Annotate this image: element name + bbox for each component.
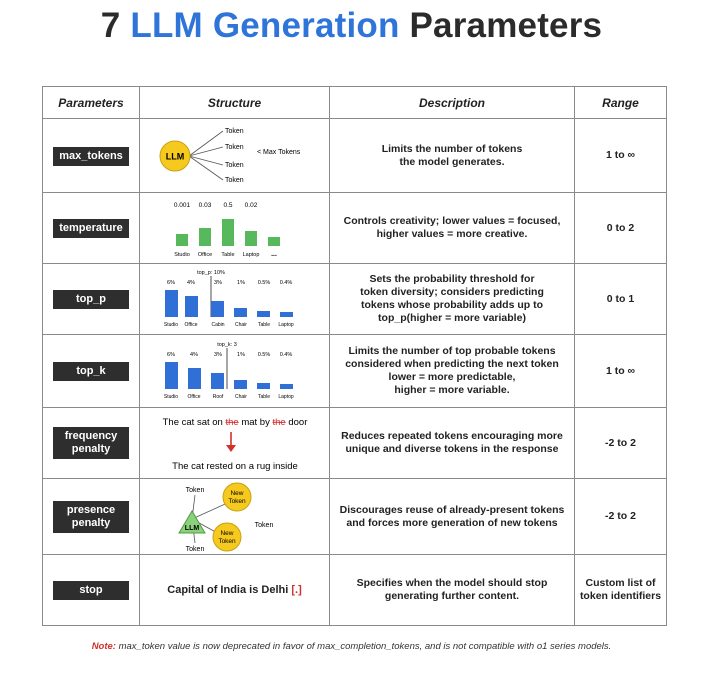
table-row <box>43 555 667 626</box>
max-tokens-note: < Max Tokens <box>256 148 300 156</box>
bar-value: 0.5% <box>257 352 270 358</box>
header-description: Description <box>330 87 575 119</box>
token-label: Token <box>185 545 204 553</box>
title-number: 7 <box>100 6 121 45</box>
after-sentence: The cat rested on a rug inside <box>171 461 298 472</box>
token-label: Token <box>185 486 204 494</box>
bar-label: Office <box>197 252 212 258</box>
desc-line: higher = more variable. <box>394 384 510 396</box>
structure-presence-penalty <box>140 479 330 555</box>
param-name: stop <box>53 581 129 600</box>
bar-label: Table <box>257 394 270 400</box>
structure-temperature <box>140 193 330 264</box>
desc-line: Specifies when the model should stop <box>356 577 548 589</box>
bar-label: Office <box>184 322 197 328</box>
title-accent: LLM Generation <box>130 6 400 45</box>
bar-label: Cabin <box>210 322 225 328</box>
bar-value: 0.03 <box>198 202 211 209</box>
param-name: temperature <box>53 219 129 238</box>
bar-value: 3% <box>213 352 222 358</box>
note-text: max_token value is now deprecated in favor of max_completion_tokens, and is not compatible with o1 series models. <box>115 641 612 652</box>
bar-label: Table <box>257 322 270 328</box>
note-label: Note: <box>91 641 116 652</box>
bar-label: Table <box>220 252 235 258</box>
llm-label: LLM <box>184 524 199 532</box>
table-row <box>43 335 667 408</box>
token-label: Token <box>224 176 244 184</box>
bar-label: Laptop <box>277 394 294 400</box>
bar <box>268 237 280 246</box>
desc-line: considered when predicting the next token <box>345 358 559 370</box>
bar-value: 0.5 <box>222 202 233 209</box>
table-row <box>43 479 667 555</box>
bar-value: 0.001 <box>173 202 190 209</box>
desc-line: Sets the probability threshold for <box>369 273 535 285</box>
range-value: -2 to 2 <box>605 436 636 449</box>
bar-label: Studio <box>163 322 178 328</box>
range-value: 0 to 2 <box>606 221 635 234</box>
bar <box>188 368 201 389</box>
structure-max-tokens <box>140 119 330 193</box>
desc-line: unique and diverse tokens in the response <box>345 443 559 455</box>
bar-value: 0.4% <box>279 280 292 286</box>
desc-line: tokens whose probability adds up to <box>360 299 544 311</box>
frequency-penalty-diagram <box>145 411 325 475</box>
range-value: -2 to 2 <box>605 510 636 522</box>
param-name: presence penalty <box>53 501 129 533</box>
page-title <box>0 6 703 46</box>
desc-line: Controls creativity; lower values = focused, <box>343 215 561 227</box>
presence-penalty-diagram <box>155 481 315 553</box>
title-rest: Parameters <box>409 6 603 45</box>
structure-frequency-penalty <box>140 408 330 479</box>
bar <box>280 312 293 317</box>
new-token-label: New <box>229 489 244 497</box>
structure-top-k <box>140 335 330 408</box>
bar-label: Studio <box>163 394 178 400</box>
footnote <box>0 641 703 652</box>
param-name: max_tokens <box>53 147 129 166</box>
table-row <box>43 119 667 193</box>
bar-value: 6% <box>166 280 175 286</box>
bar-value: 1% <box>236 280 245 286</box>
table-row <box>43 264 667 335</box>
new-token-label: New <box>219 529 234 537</box>
desc-line: the model generates. <box>399 155 505 168</box>
token-label: Token <box>224 143 244 151</box>
bar-value: 4% <box>186 280 195 286</box>
bar <box>185 296 198 317</box>
desc-line: and forces more generation of new tokens <box>346 516 558 529</box>
header-range: Range <box>575 87 667 119</box>
bar-label: Laptop <box>277 322 294 328</box>
table-row <box>43 408 667 479</box>
bar-value: 4% <box>189 352 198 358</box>
table-row <box>43 193 667 264</box>
bar-label: Chair <box>234 394 247 400</box>
bar <box>222 219 234 246</box>
bar-value: 1% <box>236 352 245 358</box>
bar-label: Laptop <box>242 252 259 258</box>
temperature-chart <box>170 197 300 259</box>
bar-label: Office <box>187 394 200 400</box>
bar-label: Chair <box>234 322 247 328</box>
before-sentence: The cat sat on the mat by the door <box>162 417 307 428</box>
desc-line: higher values = more creative. <box>376 228 528 240</box>
param-name: top_p <box>53 290 129 309</box>
desc-line: lower = more predictable, <box>388 371 516 383</box>
structure-top-p <box>140 264 330 335</box>
desc-line: Limits the number of tokens <box>381 142 523 155</box>
down-arrow-head-icon <box>226 445 236 452</box>
range-value: 0 to 1 <box>606 292 635 305</box>
new-token-label: Token <box>217 537 236 545</box>
bar-label: ... <box>270 251 277 258</box>
bar <box>234 308 247 317</box>
max-tokens-diagram <box>145 121 325 191</box>
stop-example: Capital of India is Delhi [.] <box>167 584 302 596</box>
bar <box>234 380 247 389</box>
top-k-chart <box>160 339 310 403</box>
desc-line: Reduces repeated tokens encouraging more <box>341 430 563 442</box>
range-value: 1 to ∞ <box>605 149 636 161</box>
bar-value: 3% <box>213 280 222 286</box>
parameters-table <box>42 86 667 626</box>
bar <box>211 373 224 389</box>
desc-line: Discourages reuse of already-present tokens <box>339 503 565 516</box>
new-token-circle <box>223 483 251 511</box>
structure-stop <box>140 555 330 626</box>
bar <box>211 301 224 317</box>
bar-value: 6% <box>166 352 175 358</box>
bar <box>199 228 211 246</box>
range-value: 1 to ∞ <box>605 364 636 377</box>
bar <box>245 231 257 246</box>
param-name: top_k <box>53 362 129 381</box>
header-row <box>43 87 667 119</box>
new-token-circle <box>213 523 241 551</box>
desc-line: top_p(higher = more variable) <box>378 312 526 324</box>
desc-line: token diversity; considers predicting <box>360 286 544 298</box>
new-token-label: Token <box>227 497 246 505</box>
stop-token: [.] <box>291 584 302 596</box>
cutoff-label: top_k: 3 <box>216 342 237 348</box>
bar <box>257 311 270 317</box>
bar <box>176 234 188 246</box>
desc-line: generating further content. <box>384 590 520 602</box>
param-name: frequency penalty <box>53 427 129 459</box>
header-structure: Structure <box>140 87 330 119</box>
bar-label: Studio <box>173 252 190 258</box>
range-value: token identifiers <box>579 590 662 602</box>
bar <box>165 290 178 317</box>
top-p-chart <box>160 267 310 331</box>
bar <box>165 362 178 389</box>
token-label: Token <box>254 521 273 529</box>
header-parameters: Parameters <box>43 87 140 119</box>
token-label: Token <box>224 161 244 169</box>
bar <box>280 384 293 389</box>
range-value: Custom list of <box>585 577 656 589</box>
token-label: Token <box>224 127 244 135</box>
bar-value: 0.5% <box>257 280 270 286</box>
llm-label: LLM <box>165 151 184 161</box>
bar-label: Roof <box>212 394 223 400</box>
desc-line: Limits the number of top probable tokens <box>348 345 556 357</box>
bar <box>257 383 270 389</box>
bar-value: 0.02 <box>244 202 257 209</box>
cutoff-label: top_p: 10% <box>196 270 225 276</box>
bar-value: 0.4% <box>279 352 292 358</box>
